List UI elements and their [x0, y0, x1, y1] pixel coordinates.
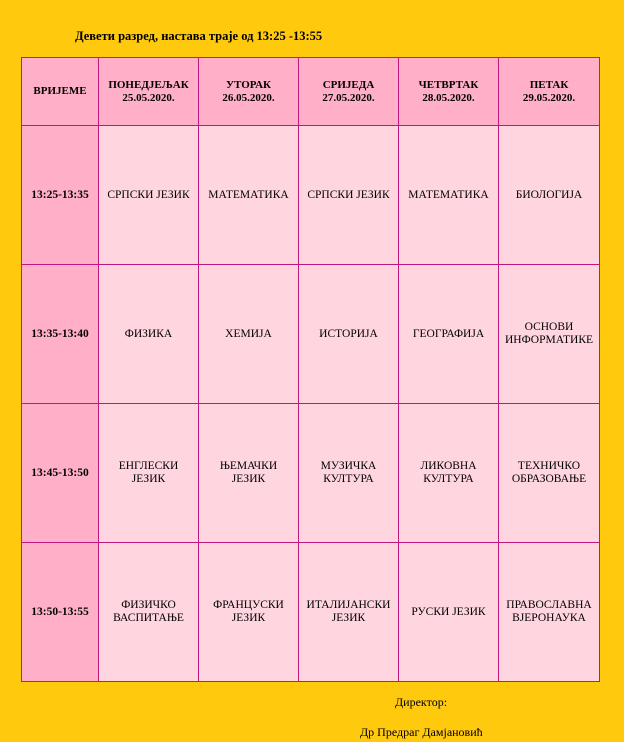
time-header: ВРИЈЕМЕ	[22, 58, 99, 126]
subject-cell: ГЕОГРАФИЈА	[399, 265, 499, 404]
time-cell: 13:50-13:55	[22, 543, 99, 682]
subject-cell: ФИЗИЧКО ВАСПИТАЊЕ	[99, 543, 199, 682]
time-cell: 13:45-13:50	[22, 404, 99, 543]
header-row	[22, 58, 600, 126]
subject-cell: РУСКИ ЈЕЗИК	[399, 543, 499, 682]
day-header-monday: ПОНЕДЈЕЉАК 25.05.2020.	[99, 58, 199, 126]
day-header-friday: ПЕТАК 29.05.2020.	[499, 58, 600, 126]
day-header-tuesday: УТОРАК 26.05.2020.	[199, 58, 299, 126]
director-role: Директор:	[395, 695, 448, 709]
subject-cell: ЕНГЛЕСКИ ЈЕЗИК	[99, 404, 199, 543]
table-row	[22, 265, 600, 404]
subject-cell: ТЕХНИЧКО ОБРАЗОВАЊЕ	[499, 404, 600, 543]
subject-cell: ЊЕМАЧКИ ЈЕЗИК	[199, 404, 299, 543]
day-header-thursday: ЧЕТВРТАК 28.05.2020.	[399, 58, 499, 126]
table-row	[22, 543, 600, 682]
subject-cell: СРПСКИ ЈЕЗИК	[299, 126, 399, 265]
subject-cell: МАТЕМАТИКА	[399, 126, 499, 265]
subject-cell: ПРАВОСЛАВНА ВЈЕРОНАУКА	[499, 543, 600, 682]
subject-cell: МУЗИЧКА КУЛТУРА	[299, 404, 399, 543]
subject-cell: ОСНОВИ ИНФОРМАТИКЕ	[499, 265, 600, 404]
day-header-wednesday: СРИЈЕДА 27.05.2020.	[299, 58, 399, 126]
subject-cell: ФИЗИКА	[99, 265, 199, 404]
subject-cell: СРПСКИ ЈЕЗИК	[99, 126, 199, 265]
subject-cell: ФРАНЦУСКИ ЈЕЗИК	[199, 543, 299, 682]
subject-cell: ЛИКОВНА КУЛТУРА	[399, 404, 499, 543]
schedule-table	[21, 57, 600, 682]
time-cell: 13:35-13:40	[22, 265, 99, 404]
subject-cell: МАТЕМАТИКА	[199, 126, 299, 265]
subject-cell: ИСТОРИЈА	[299, 265, 399, 404]
subject-cell: БИОЛОГИЈА	[499, 126, 600, 265]
director-name: Др Предраг Дамјановић	[360, 725, 483, 739]
table-row	[22, 126, 600, 265]
page-title: Девети разред, настава траје од 13:25 -13:55	[75, 29, 323, 43]
subject-cell: ИТАЛИЈАНСКИ ЈЕЗИК	[299, 543, 399, 682]
time-cell: 13:25-13:35	[22, 126, 99, 265]
subject-cell: ХЕМИЈА	[199, 265, 299, 404]
table-row	[22, 404, 600, 543]
